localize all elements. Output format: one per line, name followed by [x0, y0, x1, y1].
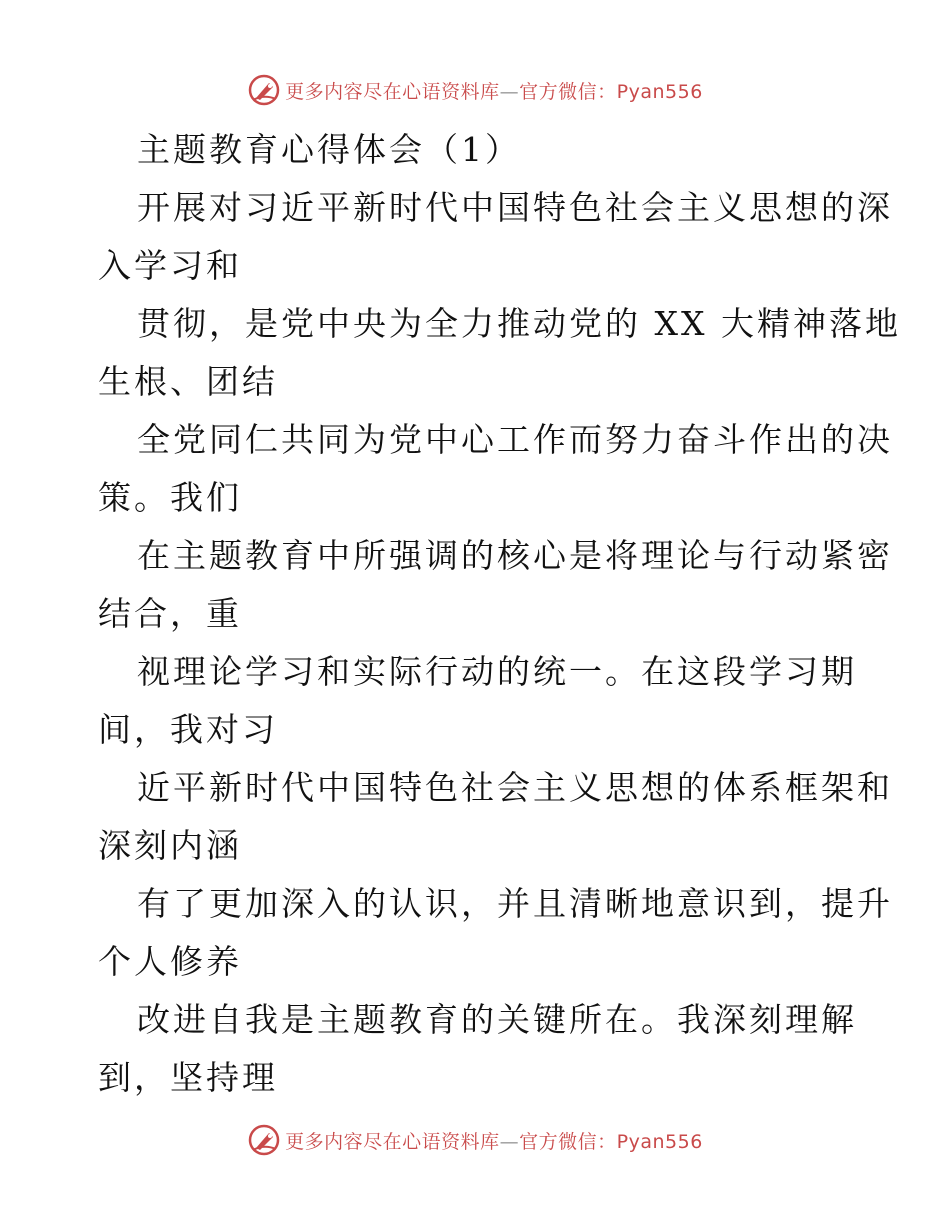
text-line: 贯彻，是党中央为全力推动党的 XX 大精神落地 [137, 304, 901, 343]
text-line: 有了更加深入的认识，并且清晰地意识到，提升 [137, 884, 893, 923]
text-line: 生根、团结 [98, 362, 278, 401]
text-line: 到，坚持理 [98, 1058, 278, 1097]
text-line: 在主题教育中所强调的核心是将理论与行动紧密 [137, 536, 893, 575]
pen-nib-logo-icon [247, 73, 281, 107]
text-line: 策。我们 [98, 478, 242, 517]
text-line: 入学习和 [98, 246, 242, 285]
text-line: 全党同仁共同为党中心工作而努力奋斗作出的决 [137, 420, 893, 459]
text-line: 结合，重 [98, 594, 242, 633]
document-title: 主题教育心得体会（1） [137, 130, 521, 169]
footer-watermark-banner [0, 1120, 950, 1160]
watermark-text: 更多内容尽在心语资料库—官方微信：Pyan556 [285, 80, 703, 103]
watermark-text: 更多内容尽在心语资料库—官方微信：Pyan556 [285, 1130, 703, 1153]
header-watermark-banner [0, 70, 950, 110]
text-line: 开展对习近平新时代中国特色社会主义思想的深 [137, 188, 893, 227]
pen-nib-logo-icon [247, 1123, 281, 1157]
text-line: 个人修养 [98, 942, 242, 981]
text-line: 近平新时代中国特色社会主义思想的体系框架和 [137, 768, 893, 807]
text-line: 间，我对习 [98, 710, 278, 749]
text-line: 视理论学习和实际行动的统一。在这段学习期 [137, 652, 857, 691]
text-line: 改进自我是主题教育的关键所在。我深刻理解 [137, 1000, 857, 1039]
text-line: 深刻内涵 [98, 826, 242, 865]
